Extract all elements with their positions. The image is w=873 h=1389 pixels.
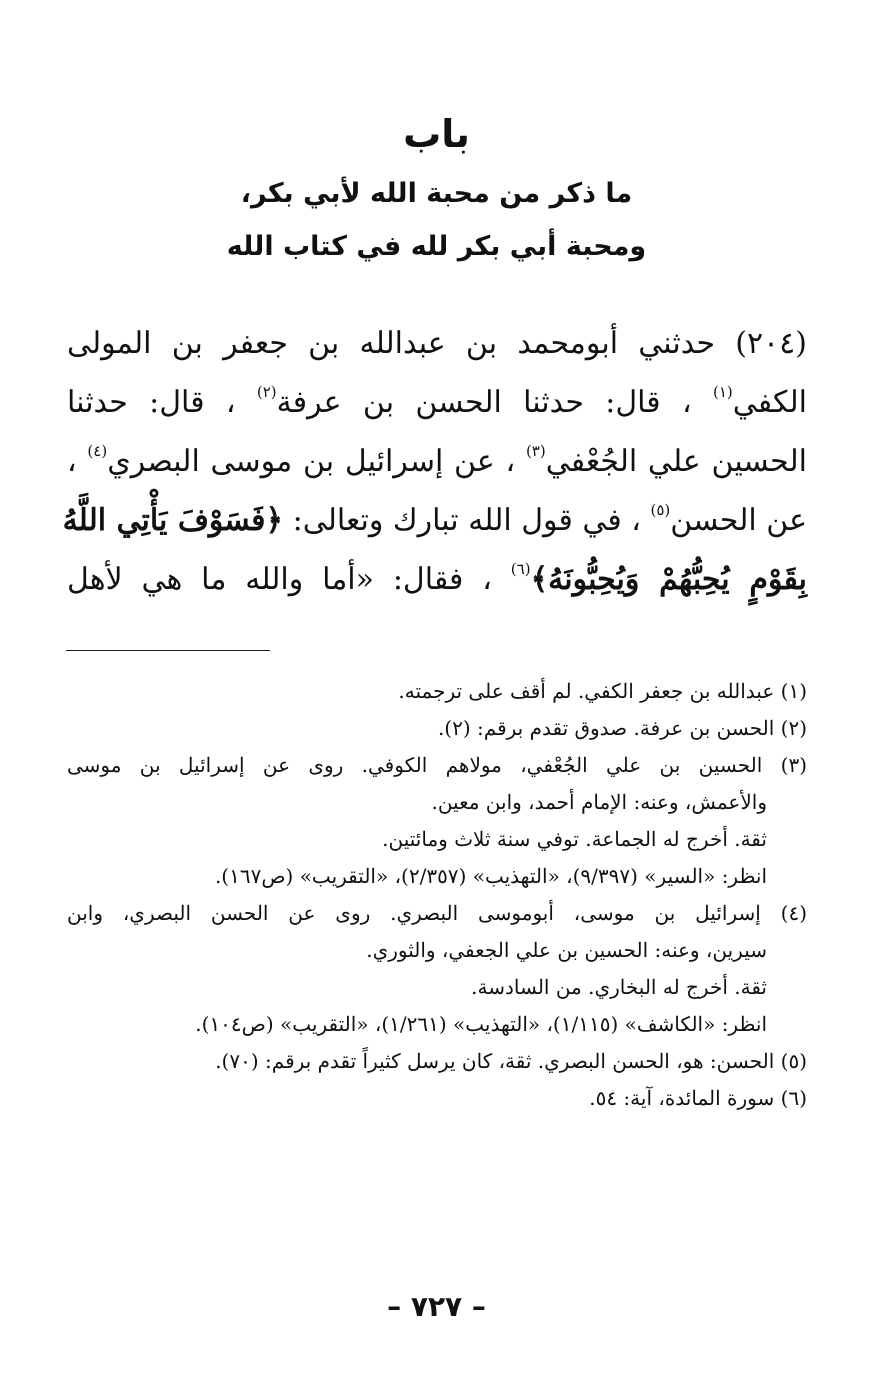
text-segment: الكفي: [732, 385, 807, 420]
footnote-6: (٦) سورة المائدة، آية: ٥٤.: [589, 1086, 807, 1110]
main-line-5: [67, 550, 807, 609]
footnote-ref-4: (٤): [87, 442, 108, 460]
footnote-ref-1: (١): [712, 383, 733, 401]
main-line-1: (٢٠٤) حدثني أبومحمد بن عبدالله بن جعفر بن المولى: [67, 326, 807, 361]
quran-verse: ﴿فَسَوْفَ يَأْتِي اللَّهُ: [62, 503, 284, 538]
main-line-4: [62, 491, 807, 550]
footnote-4-line-3: ثقة. أخرج له البخاري. من السادسة.: [471, 975, 767, 999]
main-line-3: [67, 432, 807, 491]
footnote-ref-6: (٦): [510, 560, 531, 578]
text-segment: ، في قول الله تبارك وتعالى:: [292, 503, 641, 538]
footnote-ref-5: (٥): [650, 501, 671, 519]
footnotes: [67, 673, 807, 1117]
text-segment: ، عن إسرائيل بن موسى البصري: [107, 444, 516, 479]
text-segment: ،: [67, 444, 77, 479]
footnote-4-line-4: انظر: «الكاشف» (١/١١٥)، «التهذيب» (١/٢٦١)، «التقريب» (ص١٠٤).: [195, 1012, 767, 1036]
footnote-4-line-2: سيرين، وعنه: الحسين بن علي الجعفي، والثوري.: [366, 938, 767, 962]
chapter-subtitle-line1: ما ذكر من محبة الله لأبي بكر،: [240, 178, 633, 209]
text-segment: ، قال: حدثنا: [67, 385, 236, 420]
footnote-1: (١) عبدالله بن جعفر الكفي. لم أقف على ترجمته.: [398, 679, 807, 703]
chapter-subtitle-line2: ومحبة أبي بكر لله في كتاب الله: [226, 231, 647, 262]
quran-verse: بِقَوْمٍ يُحِبُّهُمْ وَيُحِبُّونَهُ﴾: [530, 562, 808, 597]
page-number: – ٧٢٧ –: [387, 1290, 486, 1323]
footnote-3-line-3: ثقة. أخرج له الجماعة. توفي سنة ثلاث ومائتين.: [382, 827, 767, 851]
footnote-separator: [66, 650, 270, 651]
footnote-ref-3: (٣): [525, 442, 546, 460]
main-text: [62, 314, 808, 609]
footnote-3-line-1: (٣) الحسين بن علي الجُعْفي، مولاهم الكوفي. روى عن إسرائيل بن موسى: [67, 753, 807, 777]
footnote-3-line-2: والأعمش، وعنه: الإمام أحمد، وابن معين.: [431, 790, 767, 814]
footnote-ref-2: (٢): [256, 383, 277, 401]
footnote-2: (٢) الحسن بن عرفة. صدوق تقدم برقم: (٢).: [437, 716, 807, 740]
text-segment: ، فقال: «أما والله ما هي لأهل: [67, 562, 492, 597]
chapter-title: باب: [403, 112, 470, 156]
text-segment: عن الحسن: [670, 503, 807, 538]
text-segment: ، قال: حدثنا الحسن بن عرفة: [276, 385, 692, 420]
footnote-3-line-4: انظر: «السير» (٩/٣٩٧)، «التهذيب» (٢/٣٥٧)، «التقريب» (ص١٦٧).: [214, 864, 767, 888]
footnote-4-line-1: (٤) إسرائيل بن موسى، أبوموسى البصري. روى عن الحسن البصري، وابن: [67, 901, 807, 925]
main-line-2: [67, 373, 807, 432]
footnote-5: (٥) الحسن: هو، الحسن البصري. ثقة، كان يرسل كثيراً تقدم برقم: (٧٠).: [215, 1049, 807, 1073]
text-segment: الحسين علي الجُعْفي: [545, 444, 807, 479]
